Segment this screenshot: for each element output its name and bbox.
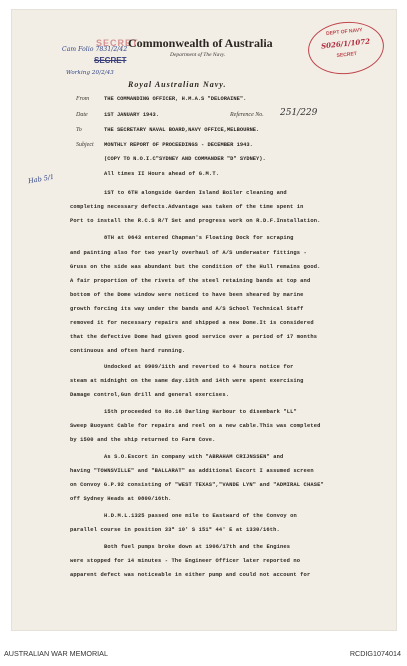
body-line: Sweep Buoyant Cable for repairs and reel on a new cable.This was completed: [70, 423, 321, 429]
body-line: All times II Hours ahead of G.M.T.: [104, 171, 220, 177]
body-line: parallel course in position 33º 10' S 151º 44' E at 1330/16th.: [70, 527, 280, 533]
body-line: 15th proceeded to No.16 Darling Harbour to disembark "LL": [104, 409, 297, 415]
body-line: continuous and often hard running.: [70, 348, 186, 354]
margin-handwritten-note: Hab 5/1: [27, 172, 55, 186]
body-line: that the defective Dome had given good service over a period of 17 months: [70, 334, 318, 340]
handwritten-working-note: Working 20/2/43: [66, 70, 114, 76]
letterhead-subtitle: Department of The Navy.: [170, 52, 226, 58]
from-label: From: [76, 96, 90, 102]
date-value: 1ST JANUARY 1943.: [104, 112, 159, 118]
organization-heading: Royal Australian Navy.: [128, 80, 227, 89]
reference-value: 251/229: [280, 108, 318, 118]
handwritten-folio-note: Cam Folio 7831/2/42: [62, 46, 128, 53]
body-line: Damage control,Gun drill and general exercises.: [70, 392, 230, 398]
subject-value: MONTHLY REPORT OF PROCEEDINGS - DECEMBER 1943.: [104, 142, 253, 148]
body-line: having "TOWNSVILLE" and "BALLARAT" as additional Escort I assumed screen: [70, 468, 314, 474]
subject-label: Subject: [76, 142, 94, 148]
secret-stamp: SECRET: [94, 56, 127, 65]
body-line: Gruss on the side was abundant but the condition of the Hull remains good.: [70, 264, 321, 270]
body-line: and painting also for two yearly overhaul of A/S underwater fittings -: [70, 250, 307, 256]
stamp-secret-text: SECRET: [336, 50, 358, 60]
body-line: by 1500 and the ship returned to Farm Cove.: [70, 437, 216, 443]
letterhead-title: Commonwealth of Australia: [128, 36, 273, 50]
body-line: removed it for necessary repairs and shipped a new Dome.It is considered: [70, 320, 314, 326]
body-line: Port to install the R.C.S R/T Set and progress work on R.D.F.Installation.: [70, 218, 321, 224]
body-line: apparent defect was noticeable in either pump and could not account for: [70, 572, 311, 578]
date-label: Date: [76, 112, 88, 118]
stamp-file-number: S026/1/1072: [320, 36, 371, 51]
footer-archive-name: AUSTRALIAN WAR MEMORIAL: [4, 649, 108, 658]
body-line: completing necessary defects.Advantage was taken of the time spent in: [70, 204, 304, 210]
body-line: steam at midnight on the same day.13th and 14th were spent exercising: [70, 378, 304, 384]
copy-to-line: (COPY TO N.O.I.C"SYDNEY AND COMMANDER "D" SYDNEY).: [104, 156, 266, 162]
body-line: Both fuel pumps broke down at 1906/17th and the Engines: [104, 544, 291, 550]
body-line: As S.O.Escort in company with "ABRAHAM CRIJNSSEN" and: [104, 454, 284, 460]
footer-record-id: RCDIG1074014: [349, 649, 401, 658]
to-label: To: [76, 127, 82, 133]
body-line: were stopped for 14 minutes - The Engineer Officer later reported no: [70, 558, 301, 564]
body-line: on Convoy G.P.92 consisting of "WEST TEXAS","VANDE LYN" and "ADMIRAL CHASE": [70, 482, 324, 488]
body-line: A fair proportion of the rivets of the steel retaining bands at top and: [70, 278, 311, 284]
faded-secret-stamp: SECRET: [96, 38, 139, 48]
from-value: THE COMMANDING OFFICER, H.M.A.S "DELORAINE".: [104, 96, 247, 102]
body-line: bottom of the Dome window were noticed to have been sheared by marine: [70, 292, 304, 298]
body-line: Undocked at 0909/11th and reverted to 4 hours notice for: [104, 364, 294, 370]
to-value: THE SECRETARY NAVAL BOARD,NAVY OFFICE,MELBOURNE.: [104, 127, 260, 133]
body-line: 8TH at 0643 entered Chapman's Floating Dock for scraping: [104, 235, 294, 241]
body-line: 1ST to 6TH alongside Garden Island Boiler cleaning and: [104, 190, 287, 196]
body-line: off Sydney Heads at 0800/16th.: [70, 496, 172, 502]
body-line: growth forcing its way under the bands and A/S School Technical Staff: [70, 306, 304, 312]
reference-label: Reference No.: [230, 112, 264, 118]
body-line: H.D.M.L.1325 passed one mile to Eastward of the Convoy on: [104, 513, 297, 519]
stamp-dept-text: DEPT OF NAVY: [325, 27, 363, 37]
